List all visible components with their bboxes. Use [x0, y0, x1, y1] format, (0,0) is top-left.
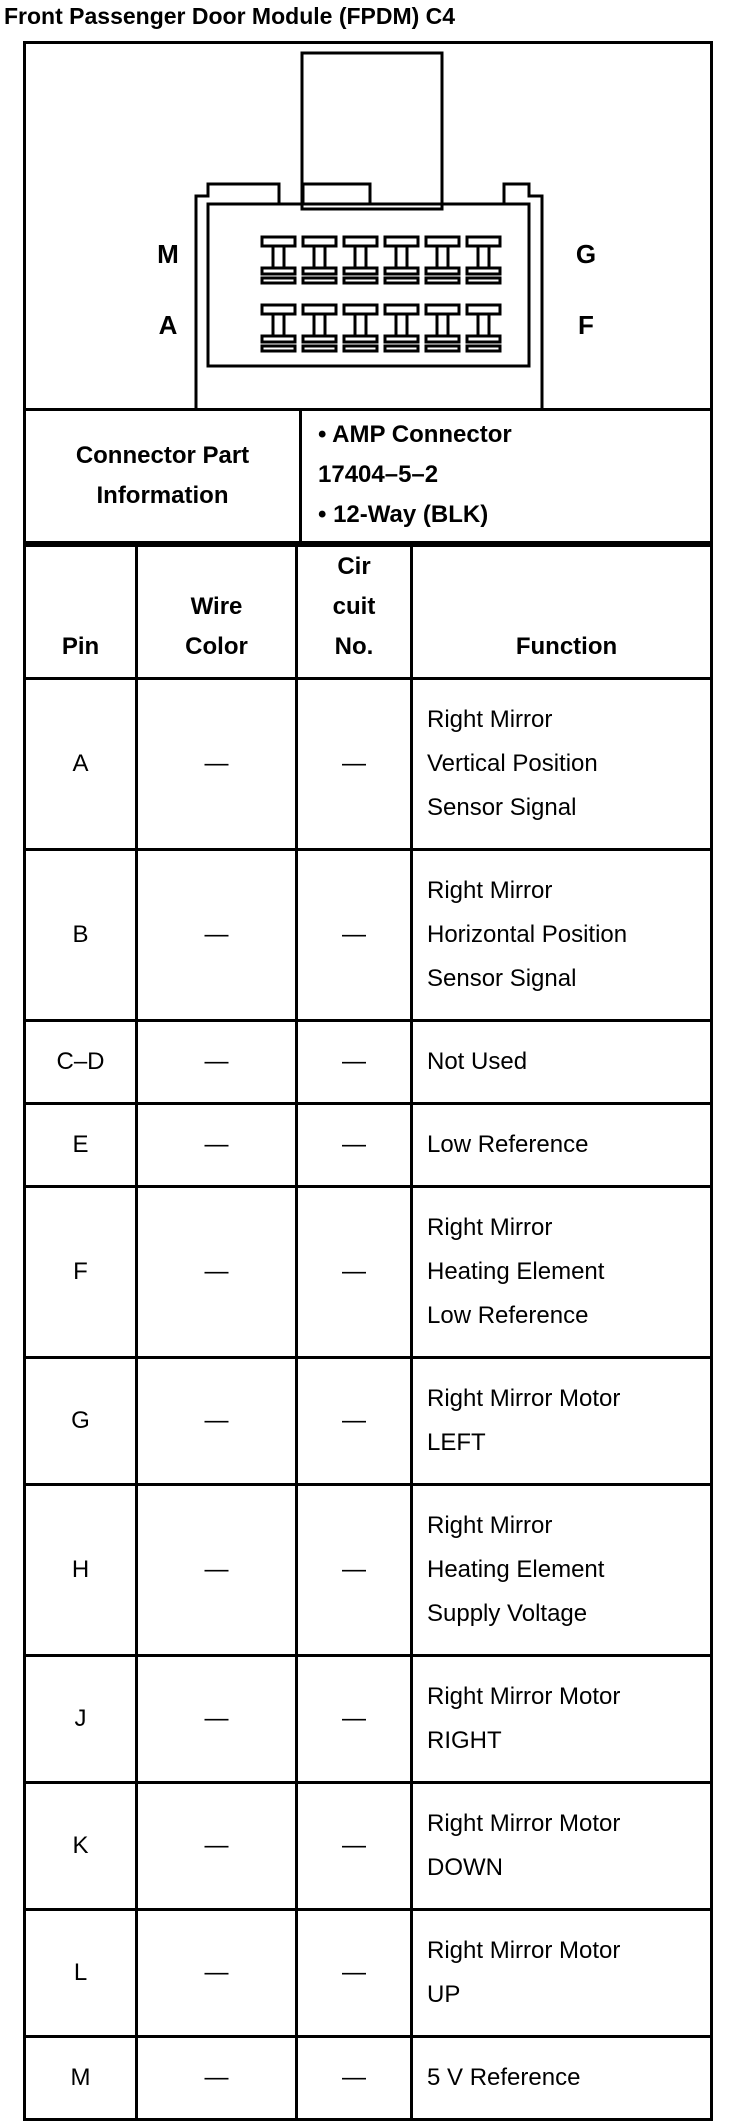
function-cell — [412, 1021, 712, 1104]
function-line: Horizontal Position — [427, 921, 628, 948]
connector-info-label: Connector Part Information — [26, 411, 302, 541]
function-cell — [412, 1104, 712, 1187]
diagram-label-g: G — [575, 239, 597, 269]
circuit-cell: — — [297, 1358, 412, 1485]
table-row — [25, 1358, 712, 1485]
function-cell — [412, 1783, 712, 1910]
wire-color-cell: — — [137, 1910, 297, 2037]
connector-info-values — [302, 411, 710, 541]
connector-info-line: 17404–5–2 — [318, 461, 439, 488]
circuit-cell: — — [297, 2037, 412, 2120]
diagram-label-m: M — [157, 239, 179, 269]
connector-housing-outer — [196, 184, 542, 408]
table-row — [25, 1910, 712, 2037]
function-line: Heating Element — [427, 1258, 605, 1285]
pin-terminal — [426, 237, 459, 283]
table-row — [25, 1656, 712, 1783]
wire-color-cell: — — [137, 850, 297, 1021]
pin-table — [23, 544, 713, 2121]
pin-cell: E — [25, 1104, 137, 1187]
header-circuit-no — [297, 546, 412, 679]
table-row — [25, 1104, 712, 1187]
pin-cell: M — [25, 2037, 137, 2120]
page-title: Front Passenger Door Module (FPDM) C4 — [4, 3, 456, 29]
function-line: Right Mirror Motor — [427, 1683, 621, 1710]
connector-document — [23, 41, 713, 2121]
function-cell — [412, 679, 712, 850]
function-line: Low Reference — [427, 1302, 589, 1329]
function-line: Right Mirror Motor — [427, 1937, 621, 1964]
function-cell — [412, 1485, 712, 1656]
function-line: Right Mirror Motor — [427, 1385, 621, 1412]
pin-terminal — [467, 237, 500, 283]
header-wire-color-label: Wire — [190, 593, 243, 620]
pin-table-body — [25, 679, 712, 2120]
pin-terminal — [467, 305, 500, 351]
connector-diagram-box — [23, 41, 713, 411]
pin-terminal — [303, 305, 336, 351]
header-circuit-line-3: No. — [334, 633, 374, 660]
function-line: Sensor Signal — [427, 794, 577, 821]
function-line: DOWN — [427, 1854, 503, 1881]
table-row — [25, 1187, 712, 1358]
wire-color-cell: — — [137, 1187, 297, 1358]
wire-color-cell: — — [137, 679, 297, 850]
function-cell — [412, 1656, 712, 1783]
pin-row-top — [262, 237, 500, 283]
function-line: Right Mirror — [427, 1214, 553, 1241]
table-row — [25, 679, 712, 850]
function-line: UP — [427, 1981, 461, 2008]
pin-cell: J — [25, 1656, 137, 1783]
circuit-cell: — — [297, 1485, 412, 1656]
function-line: Right Mirror Motor — [427, 1810, 621, 1837]
wire-color-cell: — — [137, 1783, 297, 1910]
circuit-cell: — — [297, 1656, 412, 1783]
pin-terminal — [262, 237, 295, 283]
header-function: Function — [412, 546, 712, 679]
header-circuit-line-1: Cir — [337, 553, 371, 580]
wire-color-cell: — — [137, 1656, 297, 1783]
function-line: Supply Voltage — [427, 1600, 588, 1627]
table-row — [25, 850, 712, 1021]
diagram-label-f: F — [578, 310, 594, 340]
pin-terminal — [426, 305, 459, 351]
function-line: LEFT — [427, 1429, 486, 1456]
function-cell — [412, 1358, 712, 1485]
wire-color-cell: — — [137, 1358, 297, 1485]
circuit-cell: — — [297, 1783, 412, 1910]
function-cell — [412, 2037, 712, 2120]
connector-latch — [302, 53, 442, 209]
circuit-cell: — — [297, 850, 412, 1021]
pin-cell: F — [25, 1187, 137, 1358]
function-line: Right Mirror — [427, 877, 553, 904]
pin-cell: K — [25, 1783, 137, 1910]
pin-cell: L — [25, 1910, 137, 2037]
header-pin: Pin — [25, 546, 137, 679]
function-line: Vertical Position — [427, 750, 598, 777]
pin-cell: H — [25, 1485, 137, 1656]
pin-row-bottom — [262, 305, 500, 351]
function-cell — [412, 850, 712, 1021]
function-line: Heating Element — [427, 1556, 605, 1583]
header-wire-color — [137, 546, 297, 679]
table-row — [25, 2037, 712, 2120]
wire-color-cell: — — [137, 2037, 297, 2120]
pin-terminal — [262, 305, 295, 351]
table-row — [25, 1783, 712, 1910]
wire-color-cell: — — [137, 1104, 297, 1187]
pin-terminal — [385, 305, 418, 351]
pin-cell: C–D — [25, 1021, 137, 1104]
pin-cell: G — [25, 1358, 137, 1485]
connector-info-line: • AMP Connector — [318, 421, 512, 448]
pin-cell: A — [25, 679, 137, 850]
circuit-cell: — — [297, 679, 412, 850]
wire-color-cell: — — [137, 1021, 297, 1104]
table-row — [25, 1485, 712, 1656]
circuit-cell: — — [297, 1104, 412, 1187]
connector-info-line: • 12-Way (BLK) — [318, 501, 489, 528]
pin-terminal — [385, 237, 418, 283]
header-wire-color-label-2: Color — [185, 633, 248, 660]
wire-color-cell: — — [137, 1485, 297, 1656]
connector-face-diagram — [26, 44, 710, 408]
pin-terminal — [344, 237, 377, 283]
circuit-cell: — — [297, 1021, 412, 1104]
header-circuit-line-2: cuit — [332, 593, 376, 620]
function-line: Right Mirror — [427, 1512, 553, 1539]
diagram-label-a: A — [158, 310, 178, 340]
table-row — [25, 1021, 712, 1104]
pin-table-header — [25, 546, 712, 679]
function-cell — [412, 1910, 712, 2037]
function-line: Right Mirror — [427, 706, 553, 733]
circuit-cell: — — [297, 1910, 412, 2037]
function-line: Sensor Signal — [427, 965, 577, 992]
function-line: Low Reference — [427, 1131, 589, 1158]
connector-part-information — [23, 411, 713, 544]
function-line: Not Used — [427, 1048, 528, 1075]
function-line: RIGHT — [427, 1727, 502, 1754]
pin-terminal — [303, 237, 336, 283]
function-cell — [412, 1187, 712, 1358]
pin-cell: B — [25, 850, 137, 1021]
circuit-cell: — — [297, 1187, 412, 1358]
function-line: 5 V Reference — [427, 2064, 581, 2091]
pin-terminal — [344, 305, 377, 351]
